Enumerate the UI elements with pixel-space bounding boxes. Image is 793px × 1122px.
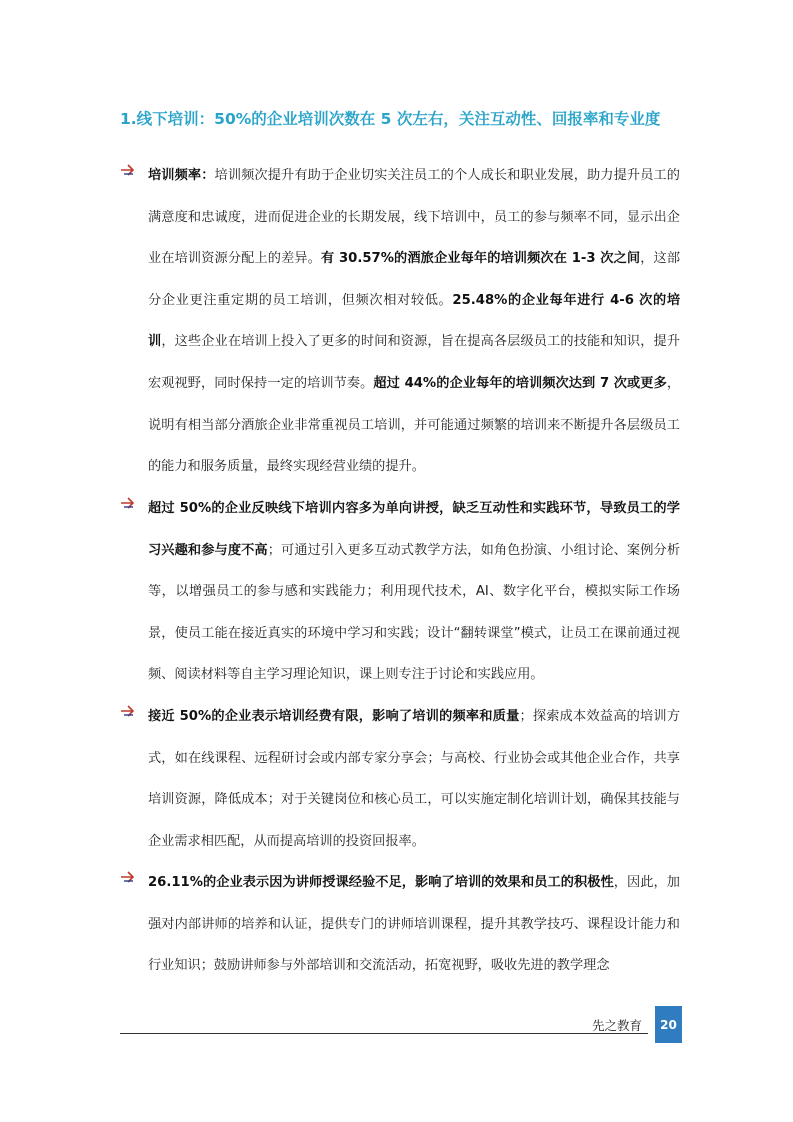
footer-divider bbox=[120, 1033, 648, 1034]
bullet-arrow-icon bbox=[120, 495, 136, 511]
paragraph-text: 超过 50%的企业反映线下培训内容多为单向讲授，缺乏互动性和实践环节，导致员工的学习兴趣和参与度不高；可通过引入更多互动式教学方法，如角色扮演、小组讨论、案例分析等，以增强员工的参与感和实践能力；利用现代技术，AI、数字化平台，模拟实际工作场景，使员工能在接近真实的环境中学习和实践；设计“翻转课堂”模式，让员工在课前通过视频、阅读材料等自主学习理论知识，课上则专注于讨论和实践应用。 bbox=[148, 501, 681, 683]
footer-brand: 先之教育 bbox=[592, 1018, 643, 1033]
paragraph-interactivity bbox=[120, 488, 680, 696]
bullet-arrow-icon bbox=[120, 703, 136, 719]
paragraph-text: 26.11%的企业表示因为讲师授课经验不足，影响了培训的效果和员工的积极性，因此，加强对内部讲师的培养和认证，提供专门的讲师培训课程，提升其教学技巧、课程设计能力和行业知识；鼓励讲师参与外部培训和交流活动，拓宽视野，吸收先进的教学理念 bbox=[148, 875, 680, 974]
paragraph-budget bbox=[120, 696, 680, 862]
paragraph-text: 接近 50%的企业表示培训经费有限，影响了培训的频率和质量；探索成本效益高的培训方式，如在线课程、远程研讨会或内部专家分享会；与高校、行业协会或其他企业合作，共享培训资源，降低成本；对于关键岗位和核心员工，可以实施定制化培训计划，确保其技能与企业需求相匹配，从而提高培训的投资回报率。 bbox=[148, 709, 681, 849]
paragraph-instructors bbox=[120, 862, 680, 987]
paragraph-training-frequency bbox=[120, 155, 680, 488]
bullet-arrow-icon bbox=[120, 869, 136, 885]
paragraph-text: 培训频率：培训频次提升有助于企业切实关注员工的个人成长和职业发展，助力提升员工的满意度和忠诚度，进而促进企业的长期发展，线下培训中，员工的参与频率不同，显示出企业在培训资源分配上的差异。有 30.57%的酒旅企业每年的培训频次在 1-3 次之间，这部分企业更注重定期的员工培训，但频次相对较低。25.48%的企业每年进行 4-6 次的培训，这些企业在培训上投入了更多的时间和资源，旨在提高各层级员工的技能和知识，提升宏观视野，同时保持一定的培训节奏。超过 44%的企业每年的培训频次达到 7 次或更多，说明有相当部分酒旅企业非常重视员工培训，并可能通过频繁的培训来不断提升各层级员工的能力和服务质量，最终实现经营业绩的提升。 bbox=[148, 168, 681, 475]
bullet-arrow-icon bbox=[120, 162, 136, 178]
section-heading: 1.线下培训：50%的企业培训次数在 5 次左右，关注互动性、回报率和专业度 bbox=[120, 110, 661, 128]
page-number: 20 bbox=[655, 1006, 682, 1043]
